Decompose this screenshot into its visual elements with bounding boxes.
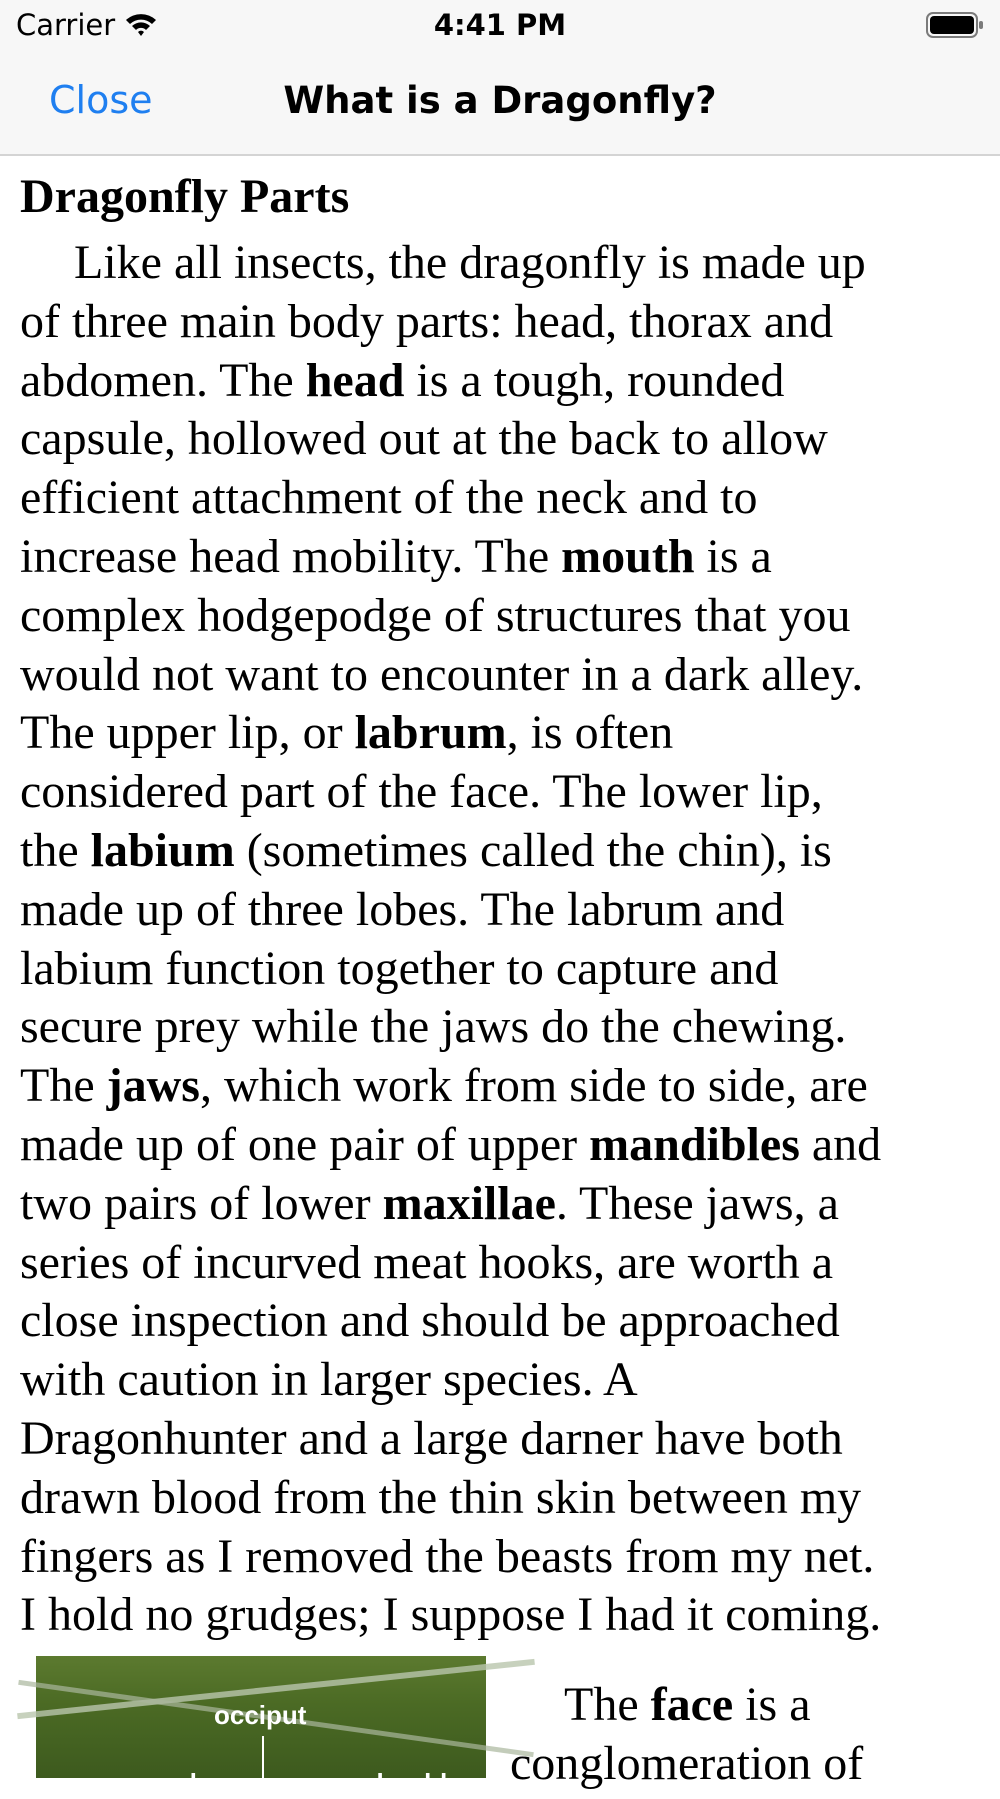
bold-term: labrum — [354, 706, 507, 760]
figure-label-compound: compound — [64, 1768, 197, 1798]
close-button[interactable]: Close — [49, 78, 153, 122]
side-line — [510, 1676, 980, 1735]
dragonfly-head-photo — [36, 1656, 486, 1798]
label-pointer-line — [262, 1736, 264, 1796]
section-heading: Dragonfly Parts — [20, 170, 350, 223]
bold-term: maxillae — [382, 1176, 556, 1230]
battery-icon — [926, 12, 984, 42]
side-text-fragment: The — [564, 1678, 651, 1731]
figure-label-shoulder: shoulder — [362, 1768, 472, 1798]
carrier-label: Carrier — [16, 8, 116, 42]
bold-term: head — [305, 353, 405, 407]
bold-term: mandibles — [589, 1117, 800, 1171]
bold-term: mouth — [561, 529, 695, 583]
side-paragraph — [510, 1676, 980, 1794]
side-text-bold: face — [650, 1678, 734, 1731]
figure-label-occiput: occiput — [214, 1700, 307, 1730]
side-text-fragment: is a — [733, 1678, 811, 1731]
clock: 4:41 PM — [433, 8, 567, 42]
nav-title: What is a Dragonfly? — [283, 79, 717, 122]
status-bar — [0, 0, 1000, 50]
navigation-bar — [0, 50, 1000, 156]
bold-term: labium — [90, 823, 235, 877]
side-line: conglomeration of — [510, 1736, 864, 1790]
bold-term: jaws — [106, 1059, 200, 1113]
article-body — [20, 160, 980, 1645]
article-paragraph: Like all insects, the dragonfly is made up of three main body parts: head, thorax and abdomen. The head is a tough, rounded capsule, hollowed out at the back to allow efficient attachment of the neck and to increase head mobility. The mouth is a complex hodgepodge of structures that you would not want to encounter in a dark alley. The upper lip, or labrum, is often considered part of the face. The lower lip, the labium (sometimes called the chin), is made up of three lobes. The labrum and labium function together to capture and secure prey while the jaws do the chewing. The jaws, which work from side to side, are made up of one pair of upper mandibles and two pairs of lower maxillae. These jaws, a series of incurved meat hooks, are worth a close inspection and should be approached with caution in larger species. A Dragonhunter and a large darner have both drawn blood from the thin skin between my fingers as I removed the beasts from my net. I hold no grudges; I suppose I had it coming. — [20, 236, 882, 1642]
